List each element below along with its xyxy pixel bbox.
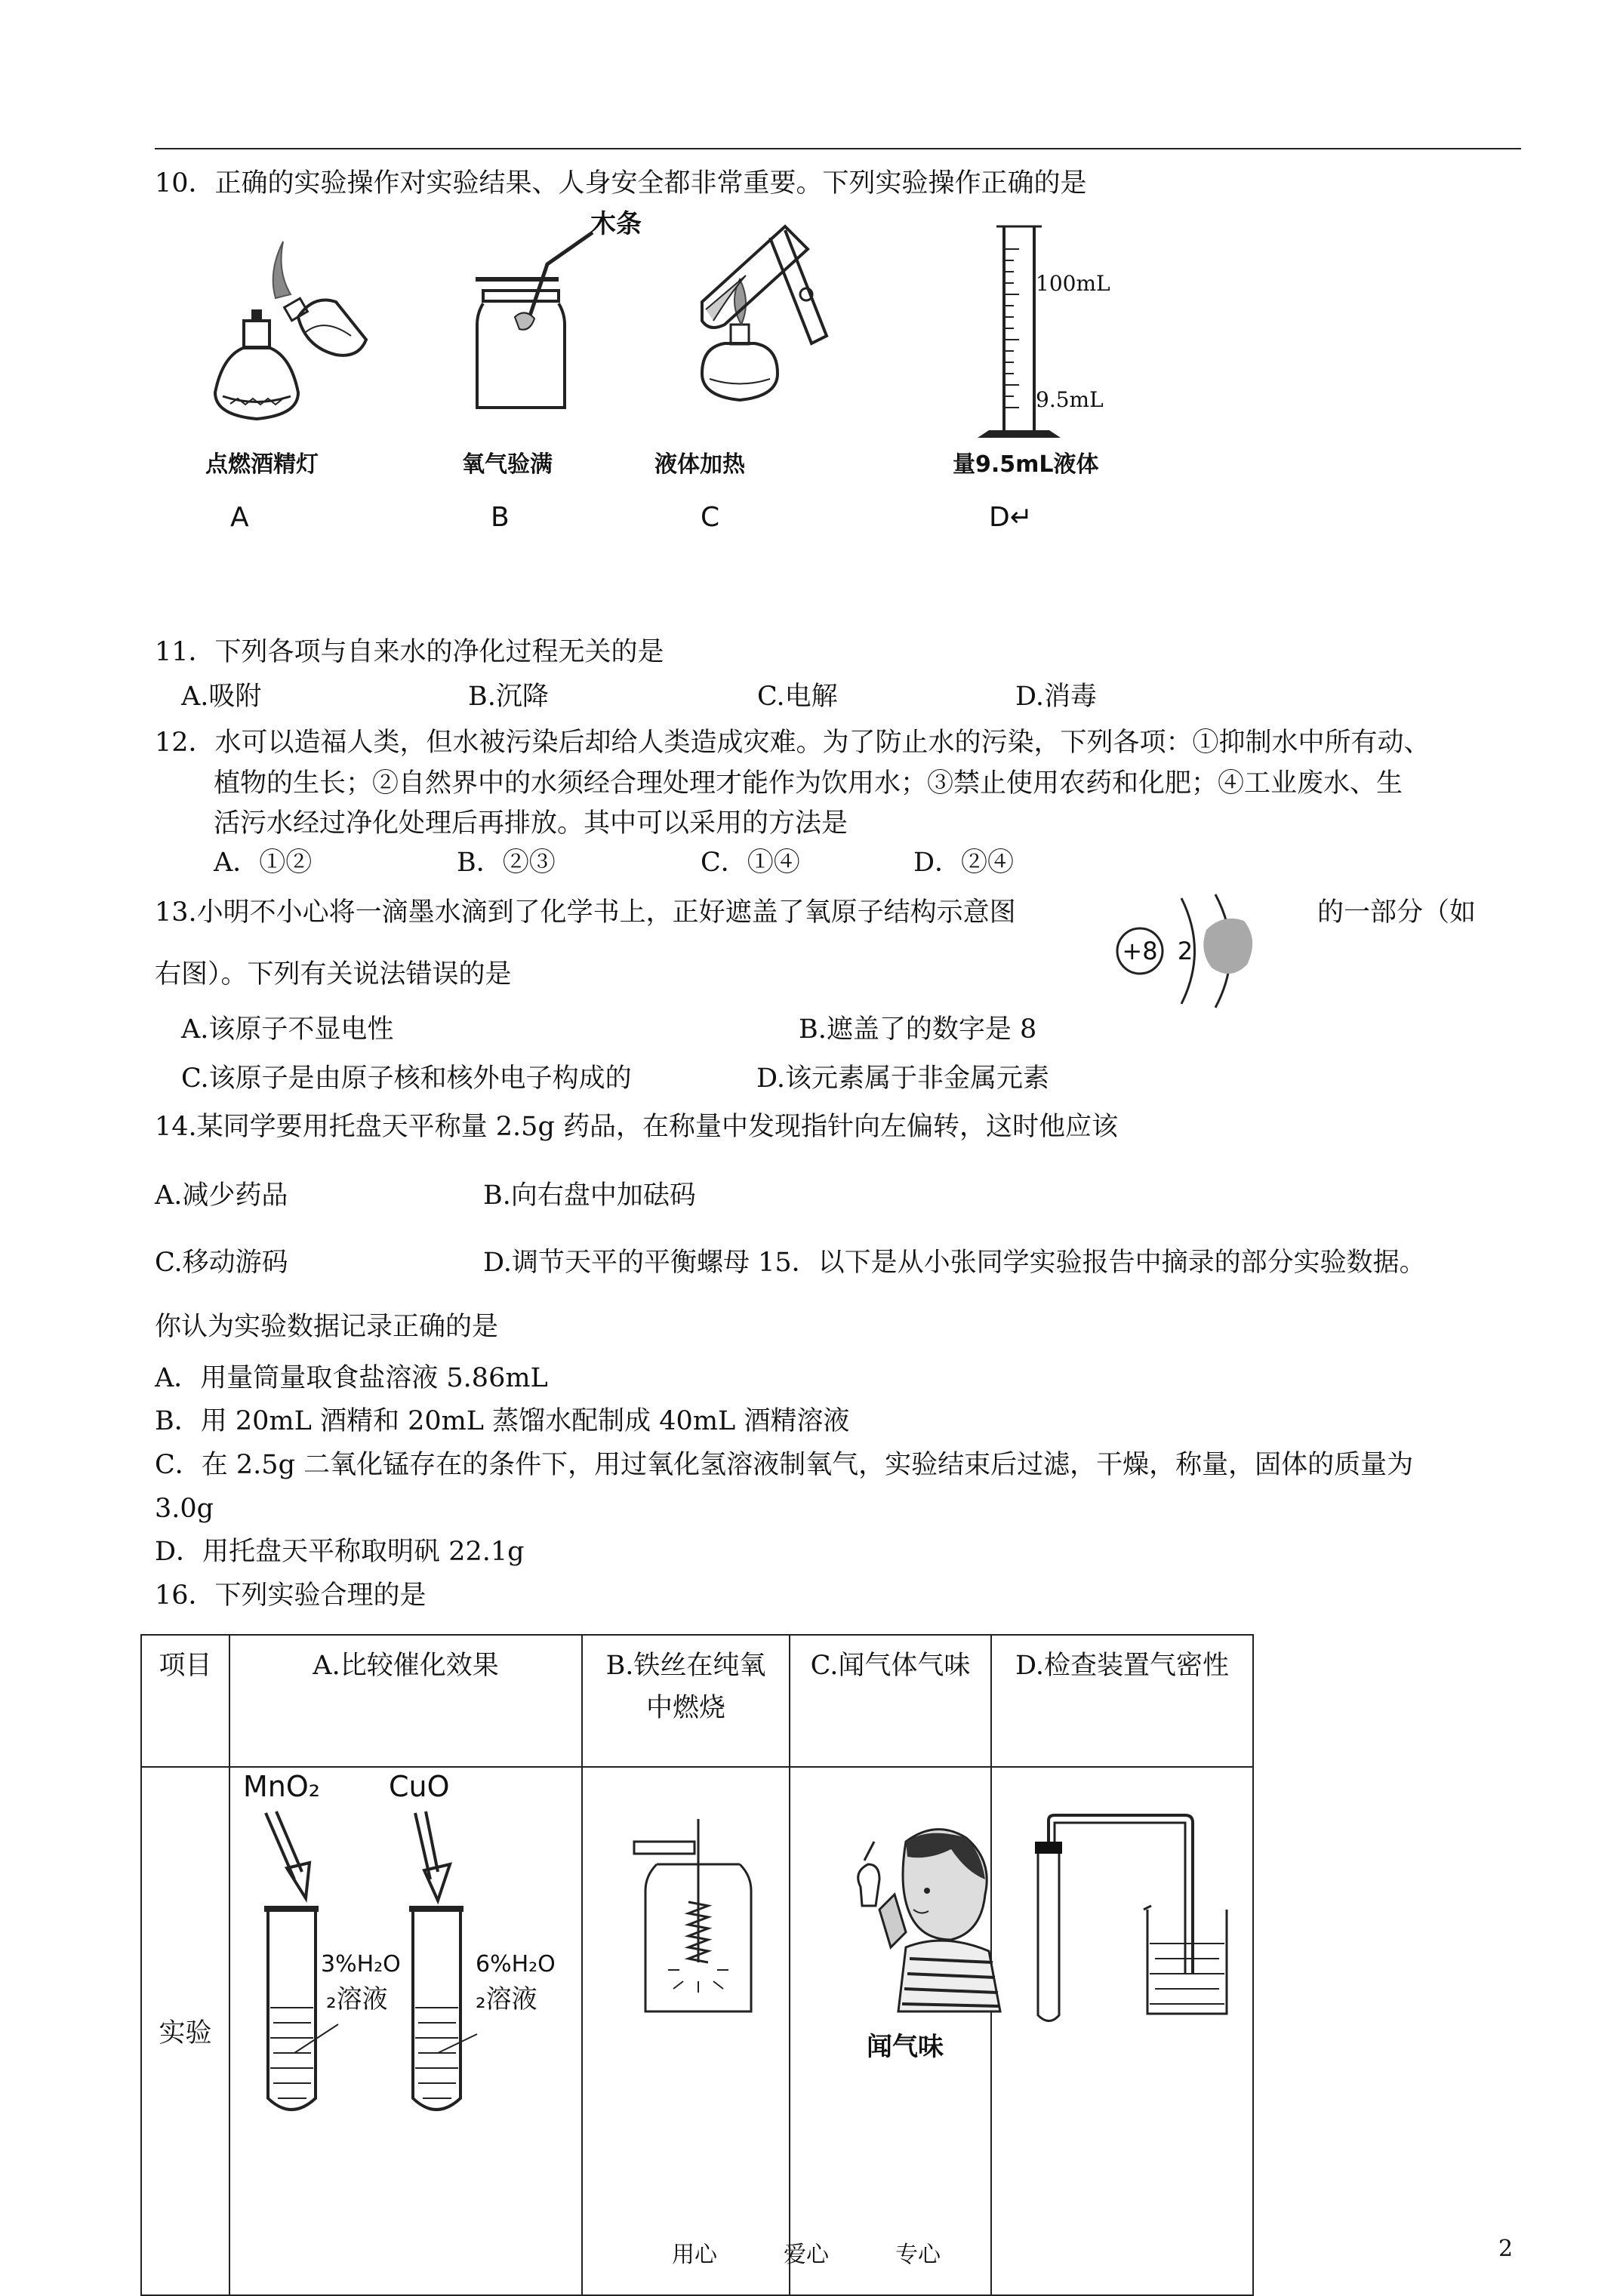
letter-b: B	[491, 502, 510, 533]
label-sol1b: ₂溶液	[326, 1984, 388, 2014]
head-b	[582, 1635, 790, 1767]
head-d: D.检查装置气密性	[991, 1635, 1253, 1767]
q11-option-a: A.吸附	[181, 682, 262, 712]
q12-line3: 活污水经过净化处理后再排放。其中可以采用的方法是	[214, 808, 848, 839]
q13-line2: 右图）。下列有关说法错误的是	[155, 959, 512, 989]
footer-motto-1: 用心	[672, 2242, 717, 2268]
caption-b: 氧气验满	[462, 451, 553, 478]
label-sol1: 3%H₂O	[321, 1951, 401, 1977]
q10-stem: 10．正确的实验操作对实验结果、人身安全都非常重要。下列实验操作正确的是	[155, 168, 1087, 199]
q12-option-a: A．①②	[214, 848, 313, 878]
header-rule	[155, 148, 1521, 149]
q14-option-a: A.减少药品	[155, 1180, 288, 1211]
alcohol-lamp-lighting-figure	[192, 226, 374, 453]
q15-option-d: D．用托盘天平称取明矾 22.1g	[155, 1537, 525, 1567]
q11-option-c: C.电解	[757, 682, 838, 712]
row-label-experiment: 实验	[141, 1767, 229, 2295]
q13-option-a: A.该原子不显电性	[181, 1014, 394, 1045]
q14-option-c: C.移动游码	[155, 1248, 288, 1278]
q12-option-b: B．②③	[457, 848, 556, 878]
label-9-5ml: 9.5mL	[1036, 387, 1104, 412]
head-b-line2: 中燃烧	[645, 1693, 725, 1723]
q13-option-d: D.该元素属于非金属元素	[756, 1063, 1049, 1094]
head-b-line1: B.铁丝在纯氧	[605, 1651, 766, 1681]
q16-stem: 16．下列实验合理的是	[155, 1580, 427, 1611]
head-a: A.比较催化效果	[229, 1635, 582, 1767]
page-number: 2	[1498, 2236, 1514, 2262]
q12-line2: 植物的生长；②自然界中的水须经合理处理才能作为饮用水；③禁止使用农药和化肥；④工业废水、生	[214, 768, 1403, 799]
q11-option-d: D.消毒	[1015, 682, 1097, 712]
q11-stem: 11．下列各项与自来水的净化过程无关的是	[155, 637, 664, 667]
letter-c: C	[701, 502, 720, 533]
q14-option-b: B.向右盘中加砝码	[483, 1180, 696, 1211]
caption-d: 量9.5mL液体	[953, 451, 1099, 478]
label-stick: 木条	[590, 209, 642, 239]
q13-option-b: B.遮盖了的数字是 8	[799, 1014, 1037, 1045]
oxygen-test-figure	[460, 219, 657, 445]
label-100ml: 100mL	[1036, 271, 1110, 296]
q12-option-c: C．①④	[701, 848, 800, 878]
letter-d: D↵	[989, 502, 1033, 533]
q13-line1b: 的一部分（如	[1317, 897, 1477, 928]
q13-line1a: 13.小明不小心将一滴墨水滴到了化学书上，正好遮盖了氧原子结构示意图	[155, 897, 1016, 928]
q15-option-a: A．用量筒量取食盐溶液 5.86mL	[155, 1363, 548, 1393]
heating-liquid-figure	[657, 219, 868, 460]
nucleus-charge: +8	[1122, 937, 1158, 965]
label-sol2b: ₂溶液	[476, 1984, 537, 2014]
label-sol2: 6%H₂O	[476, 1951, 556, 1977]
label-smell: 闻气味	[867, 2032, 944, 2062]
graduated-cylinder-figure	[978, 219, 1174, 460]
q15-option-b: B．用 20mL 酒精和 20mL 蒸馏水配制成 40mL 酒精溶液	[155, 1406, 850, 1436]
oxygen-atom-diagram	[1110, 883, 1276, 1019]
head-item: 项目	[141, 1635, 229, 1767]
airtightness-check-figure	[1023, 1811, 1264, 2038]
shell-1-count: 2	[1177, 937, 1193, 965]
label-cuo: CuO	[389, 1770, 450, 1803]
q15-option-c-line2: 3.0g	[155, 1494, 214, 1524]
caption-a: 点燃酒精灯	[205, 451, 319, 478]
iron-combustion-figure	[627, 1811, 808, 2053]
caption-c: 液体加热	[654, 451, 745, 478]
q14-stem: 14.某同学要用托盘天平称量 2.5g 药品，在称量中发现指针向左偏转，这时他应该	[155, 1112, 1118, 1142]
q12-option-d: D．②④	[913, 848, 1015, 878]
catalyst-comparison-figure	[234, 1766, 589, 2279]
letter-a: A	[230, 502, 249, 533]
q12-line1: 12．水可以造福人类，但水被污染后却给人类造成灾难。为了防止水的污染，下列各项：①抑制水中所有动、	[155, 728, 1431, 758]
q14-option-d-q15-stem: D.调节天平的平衡螺母 15．以下是从小张同学实验报告中摘录的部分实验数据。	[483, 1248, 1426, 1278]
head-c: C.闻气体气味	[790, 1635, 991, 1767]
footer-motto-3: 专心	[895, 2242, 941, 2268]
smelling-gas-figure	[838, 1819, 1019, 2030]
q11-option-b: B.沉降	[468, 682, 549, 712]
q13-option-c: C.该原子是由原子核和核外电子构成的	[181, 1063, 632, 1094]
q15-option-c-line1: C．在 2.5g 二氧化锰存在的条件下，用过氧化氢溶液制氧气，实验结束后过滤，干燥，称量，固体的质量为	[155, 1450, 1414, 1480]
label-mno2: MnO₂	[243, 1770, 321, 1803]
footer-motto-2: 爱心	[784, 2242, 829, 2268]
q15-stem2: 你认为实验数据记录正确的是	[155, 1312, 499, 1342]
